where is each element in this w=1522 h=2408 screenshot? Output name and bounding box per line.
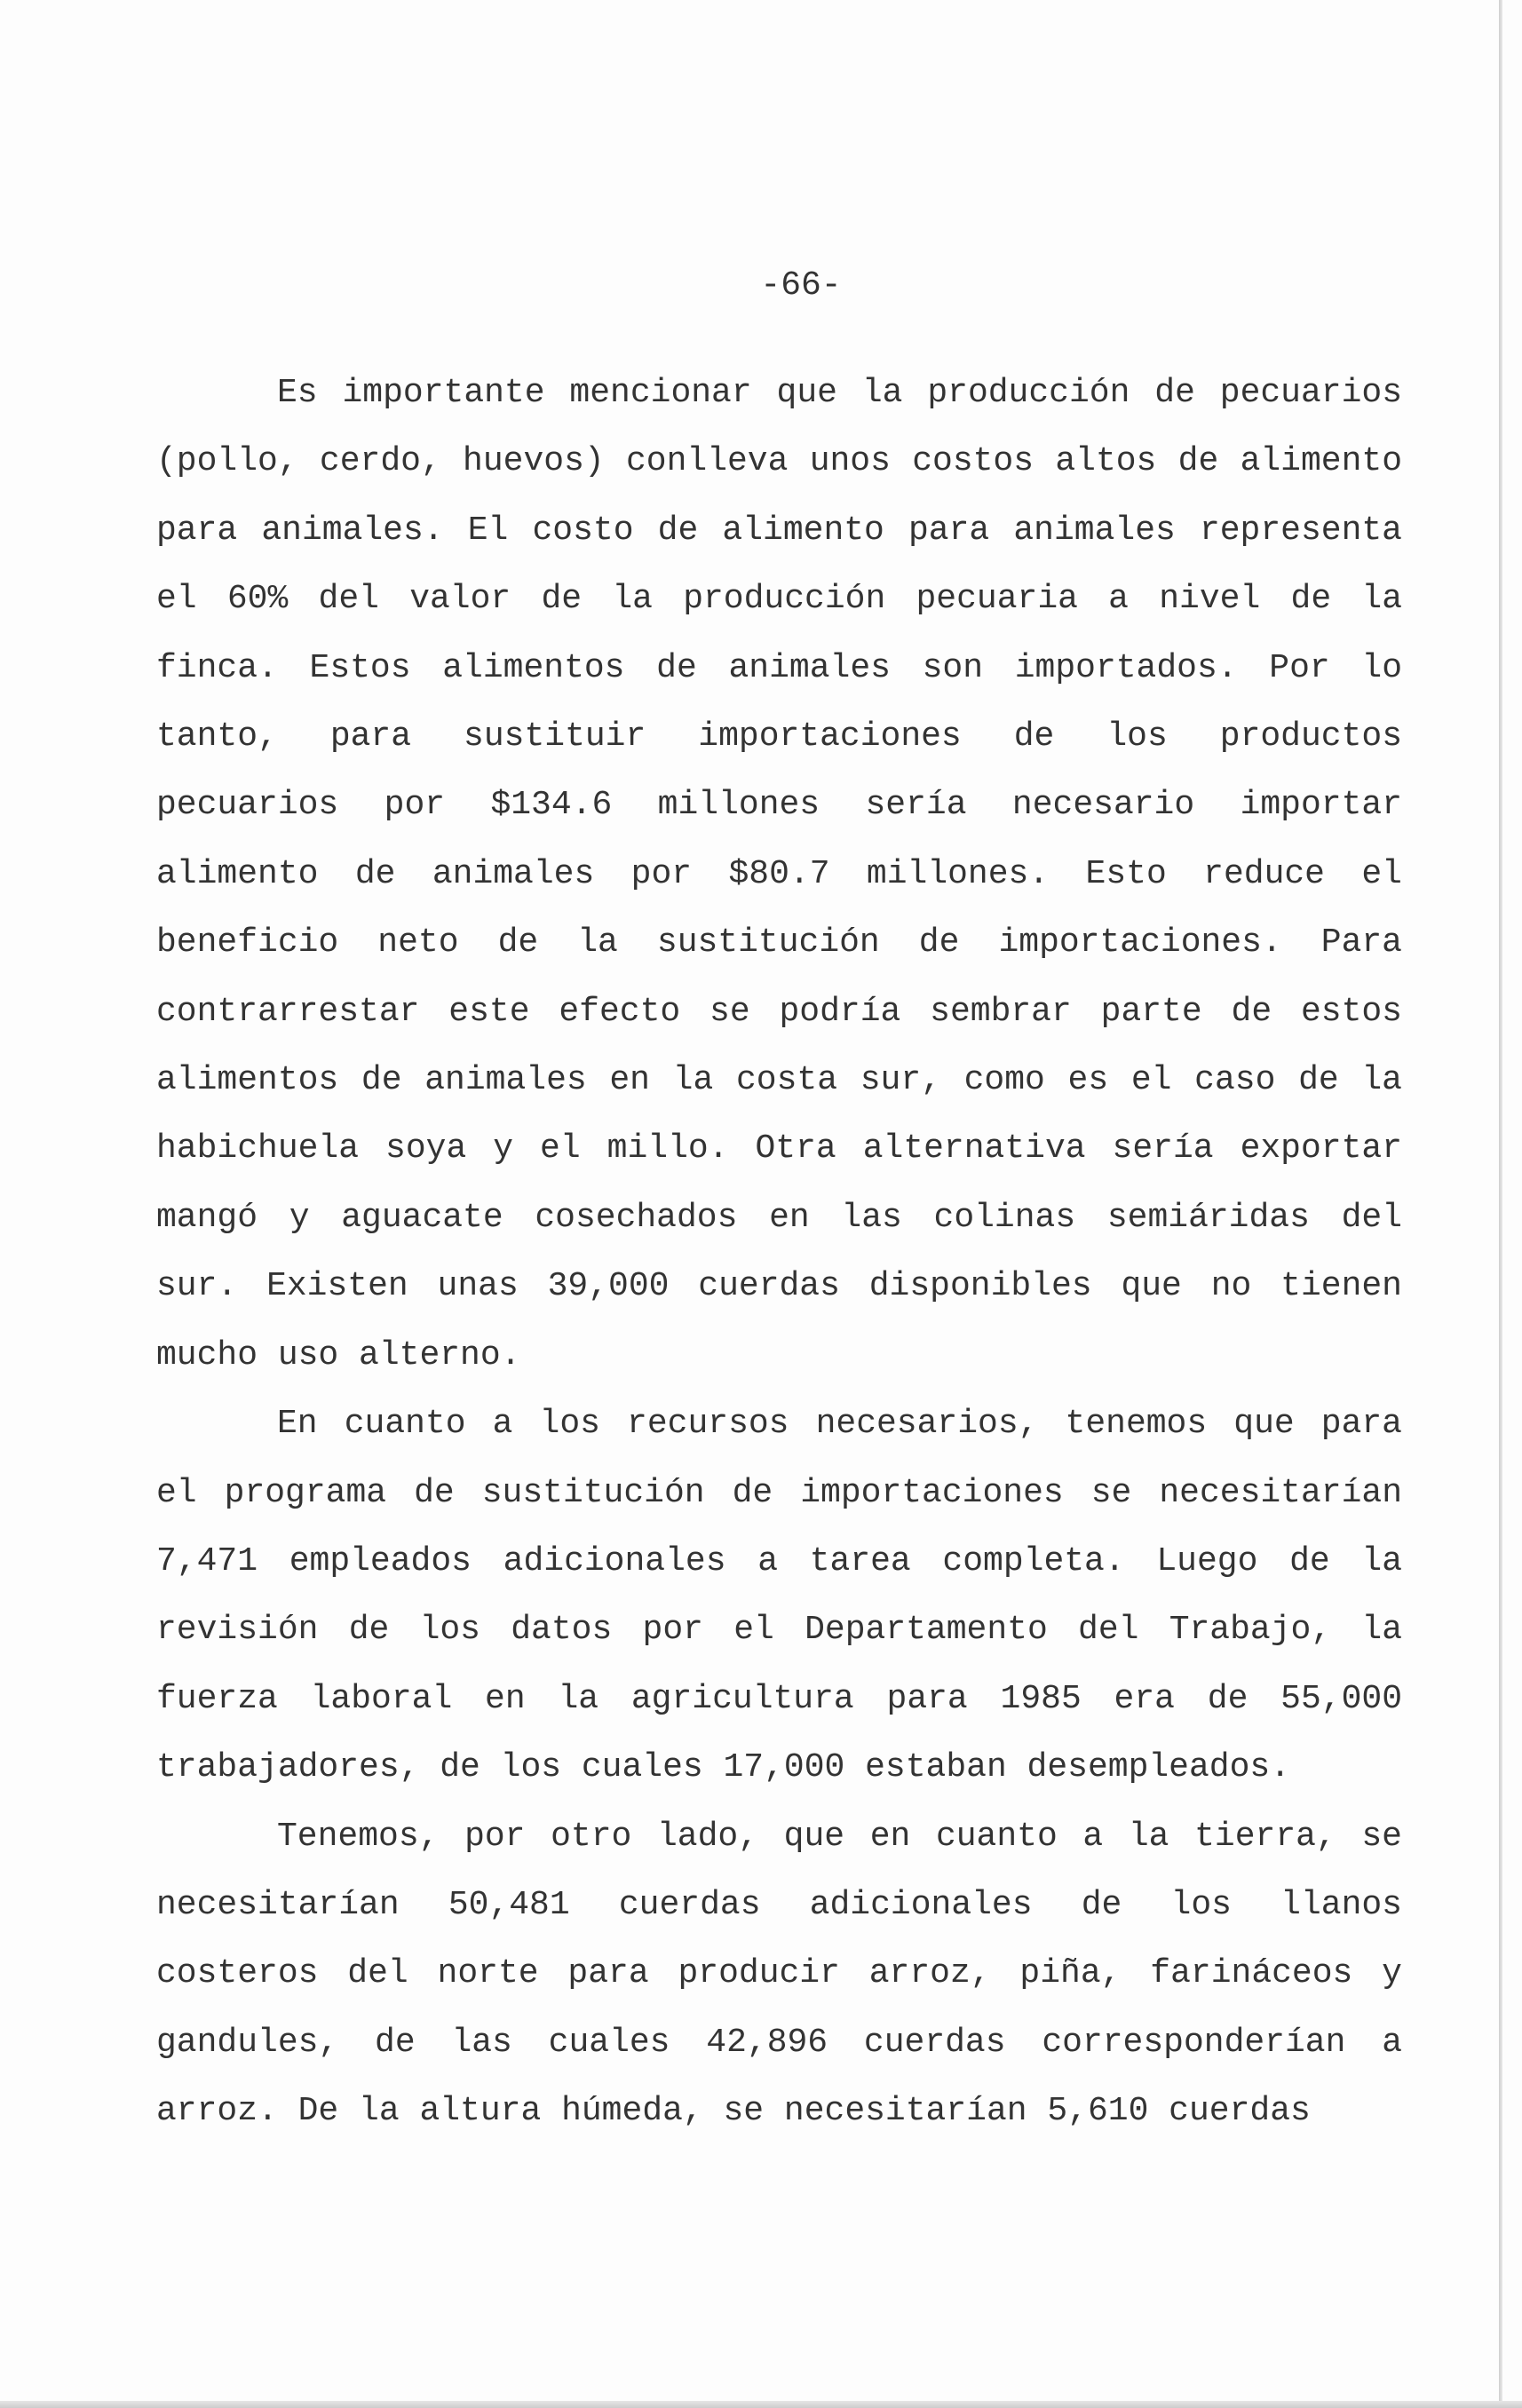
page-bottom-shadow [0, 2401, 1522, 2408]
page-edge-shadow [1499, 0, 1502, 2408]
paragraph-feed-costs: Es importante mencionar que la producción de pecuarios (pollo, cerdo, huevos) conlleva unos costos altos de alimento para animales. El costo de alimento para animales representa el 60% del valor de la producción pecuaria a nivel de la finca. Estos alimentos de animales son importados. Por lo tanto, para sustituir importaciones de los productos pecuarios por $134.6 millones sería necesario importar alimento de animales por $80.7 millones. Esto reduce el beneficio neto de la sustitución de importaciones. Para contrarrestar este efecto se podría sembrar parte de estos alimentos de animales en la costa sur, como es el caso de la habichuela soya y el millo. Otra alternativa sería exportar mangó y aguacate cosechados en las colinas semiáridas del sur. Existen unas 39,000 cuerdas disponibles que no tienen mucho uso alterno. [156, 374, 1402, 1374]
paragraph-land: Tenemos, por otro lado, que en cuanto a la tierra, se necesitarían 50,481 cuerdas adicionales de los llanos costeros del norte para producir arroz, piña, farináceos y gandules, de las cuales 42,896 cuerdas corresponderían a arroz. De la altura húmeda, se necesitarían 5,610 cuerdas [156, 1817, 1402, 2131]
paragraph-resources: En cuanto a los recursos necesarios, tenemos que para el programa de sustitución de importaciones se necesitarían 7,471 empleados adicionales a tarea completa. Luego de la revisión de los datos por el Departamento del Trabajo, la fuerza laboral en la agricultura para 1985 era de 55,000 trabajadores, de los cuales 17,000 estaban desempleados. [156, 1405, 1402, 1787]
page-number: -66- [760, 266, 842, 305]
body-text [156, 359, 1402, 2146]
